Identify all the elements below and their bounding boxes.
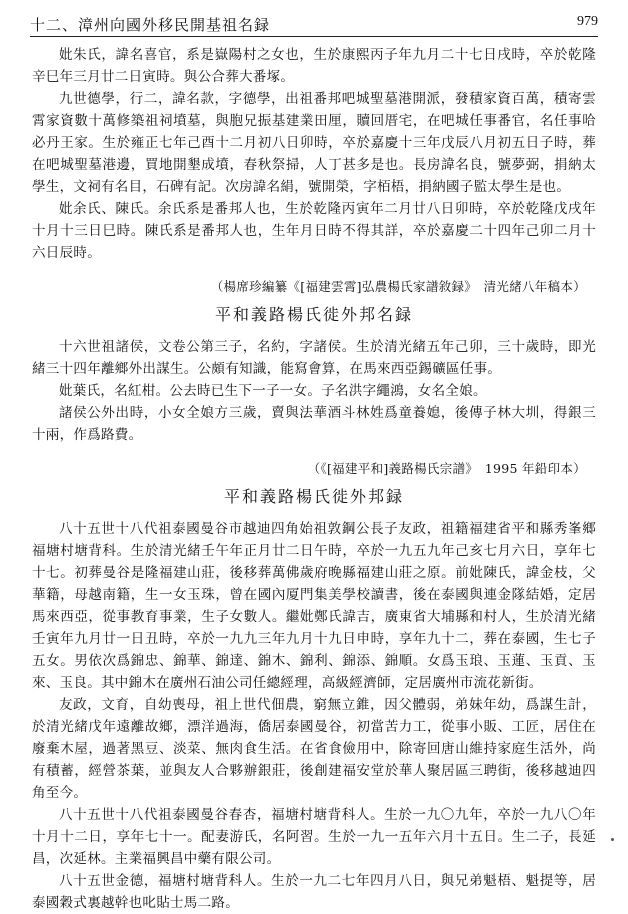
chapter-title: 十二、漳州向國外移民開基祖名録: [30, 16, 271, 34]
paragraph: 九世德學，行二，諱名款，字德學，出祖番邦吧城聖墓港開派，發積家資百萬，積寄雲霄家資數十萬修築祖祠墳墓，與胞兄振基建業田厘，贖回厝宅，在吧城任事番官，名任事哈必丹王家。生於雍正七年己酉十二月初八日卯時，卒於嘉慶十三年戊辰八月初五日子時，葬在吧城聖墓港邊，買地開墾成墳，春秋祭掃，人丁甚多是也。長房諱名良，號夢弼，捐納太學生，文祠有名目，石碑有記。次房諱名絹，號開榮，字栢梧，捐納國子監太學生是也。: [32, 91, 596, 195]
paragraph: 諸侯公外出時，小女全娘方三歲，賣與法華酒斗林姓爲童養媳，後傳子林大圳，得銀三十兩，作爲路費。: [32, 405, 596, 443]
citation: （《[福建平和]義路楊氏宗譜》 1995 年鉛印本）: [307, 461, 586, 476]
document-body: [32, 44, 596, 914]
page-number: 979: [577, 14, 598, 29]
paragraph: 八十五世金德，福塘村塘背科人。生於一九二七年四月八日，與兄弟魁梧、魁提等，居泰國穀式裏越幹也叱貼士馬二路。: [32, 873, 596, 911]
section-heading: 平和義路楊氏徙外邦名録: [214, 305, 413, 324]
section-heading: 平和義路楊氏徙外邦録: [223, 487, 404, 506]
paragraph: 妣朱氏，諱名喜官，系是嶽陽村之女也，生於康熙丙子年九月二十七日戌時，卒於乾隆辛巳年三月廿二日寅時。與公合葬大番塚。: [32, 47, 596, 85]
page-header: [30, 10, 598, 37]
citation: （楊席珍編纂《[福建雲霄]弘農楊氏家譜敘録》 清光緒八年稿本）: [210, 279, 586, 294]
margin-mark: [611, 838, 614, 841]
paragraph: 友政，文育，自幼喪母，祖上世代佃農，窮無立錐，因父體弱，弟妹年幼，爲謀生計，於清光緒戊年遠離故鄉，漂洋過海，僑居泰國曼谷，初當苦力工，從事小販、工匠，居住在廢棄木屋，過著黑豆、淡菜、無肉食生活。在省食儉用中，除寄回唐山維持家庭生活外，尚有積蓄，經營茶葉，並與友人合夥辦銀莊，後創建福安堂於華人聚居區三聘街，後移越迪四角至今。: [32, 697, 596, 801]
paragraph: 妣葉氏，名紅柑。公去時已生下一子一女。子名洪字繩鴻，女名全娘。: [59, 383, 487, 399]
paragraph: 十六世祖諸侯，文卷公第三子，名約，字諸侯。生於清光緒五年己卯，三十歲時，即光緒三十四年離鄉外出謀生。公頗有知識，能寫會算，在馬來西亞錫礦區任事。: [32, 339, 596, 377]
paragraph: 八十五世十八代祖泰國曼谷春杏，福塘村塘背科人。生於一九〇九年，卒於一九八〇年十月十二日，享年七十一。配妻游氏，名阿習。生於一九一五年六月十五日。生二子，長延昌，次延林。主業福興昌中藥有限公司。: [32, 807, 596, 867]
paragraph: 八十五世十八代祖泰國曼谷市越迪四角始祖敦鋼公長子友政，祖籍福建省平和縣秀峯鄉福塘村塘背科。生於清光緒壬午年正月廿二日午時，卒於一九五九年己亥七月六日，享年七十七。初葬曼谷是隆福建山莊，後移葬萬佛歲府晚縣福建山莊之原。前妣陳氏，諱金枝，父華籍，母越南籍，生一女玉珠，曾在國內厦門集美學校讀書，後在泰國與連金隊結婚，定居馬來西亞，從事教育事業，生子女數人。繼妣鄭氏諱吉，廣東省大埔縣和村人，生於清光緒壬寅年九月廿一日丑時，卒於一九九三年九月十九日申時，享年九十二，葬在泰國，生七子五女。男依次爲錦忠、錦華、錦達、錦木、錦利、錦添、錦順。女爲玉琅、玉蓮、玉貢、玉來、玉良。其中錦木在廣州石油公司任總經理，高級經濟師，定居廣州市流花新街。: [32, 521, 596, 691]
paragraph: 妣余氏、陳氏。余氏系是番邦人也，生於乾隆丙寅年二月廿八日卯時，卒於乾隆戊戌年十月十三日巳時。陳氏系是番邦人也，生年月日時不得其詳，卒於嘉慶二十四年己卯二月十六日辰時。: [32, 201, 596, 261]
